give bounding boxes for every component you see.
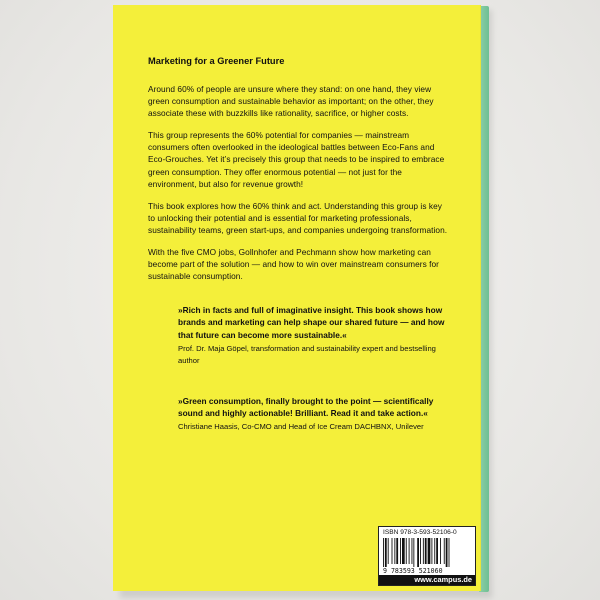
quote-text: »Green consumption, finally brought to the point — scientifically sound and highly actionable! Brilliant. Read it and take action.« — [178, 395, 434, 418]
book-back-cover — [113, 5, 481, 591]
blurb-content — [148, 55, 448, 433]
blurb-paragraph: With the five CMO jobs, Gollnhofer and Pechmann show how marketing can become part of the solution — and how to win over mainstream consumers for sustainable consumption. — [148, 247, 439, 282]
endorsement-quote — [178, 304, 448, 366]
barcode-icon — [382, 538, 472, 567]
quote-author: Prof. Dr. Maja Göpel, transformation and sustainability expert and bestselling author — [178, 343, 436, 365]
isbn-barcode-block — [378, 526, 476, 586]
blurb-title: Marketing for a Greener Future — [148, 56, 285, 66]
blurb-paragraph: This group represents the 60% potential for companies — mainstream consumers often overlooked in the ideological battles between Eco-Fans and Eco-Grouches. Yet it’s precisely this group that needs to be inspired to embrace green consumption. They offer enormous potential — not just for the environment, but also for revenue growth! — [148, 130, 445, 189]
barcode-digits: 9 783593 521060 — [383, 567, 443, 575]
blurb-paragraph: Around 60% of people are unsure where they stand: on one hand, they view green consumption and sustainable behavior as important; on the other, they associate these with buzzkills like rationality, sacrifice, or higher costs. — [148, 84, 434, 119]
endorsement-quote — [178, 395, 448, 433]
quote-text: »Rich in facts and full of imaginative insight. This book shows how brands and marketing can help shape our shared future — and how that future can become more sustainable.« — [178, 305, 445, 340]
isbn-label: ISBN 978-3-593-52106-0 — [383, 529, 457, 536]
publisher-url: www.campus.de — [379, 575, 475, 585]
quote-author: Christiane Haasis, Co-CMO and Head of Ice Cream DACHBNX, Unilever — [178, 421, 424, 431]
blurb-paragraph: This book explores how the 60% think and act. Understanding this group is key to unlocking their potential and is essential for marketing professionals, sustainability teams, green start-ups, and companies undergoing transformation. — [148, 200, 448, 235]
